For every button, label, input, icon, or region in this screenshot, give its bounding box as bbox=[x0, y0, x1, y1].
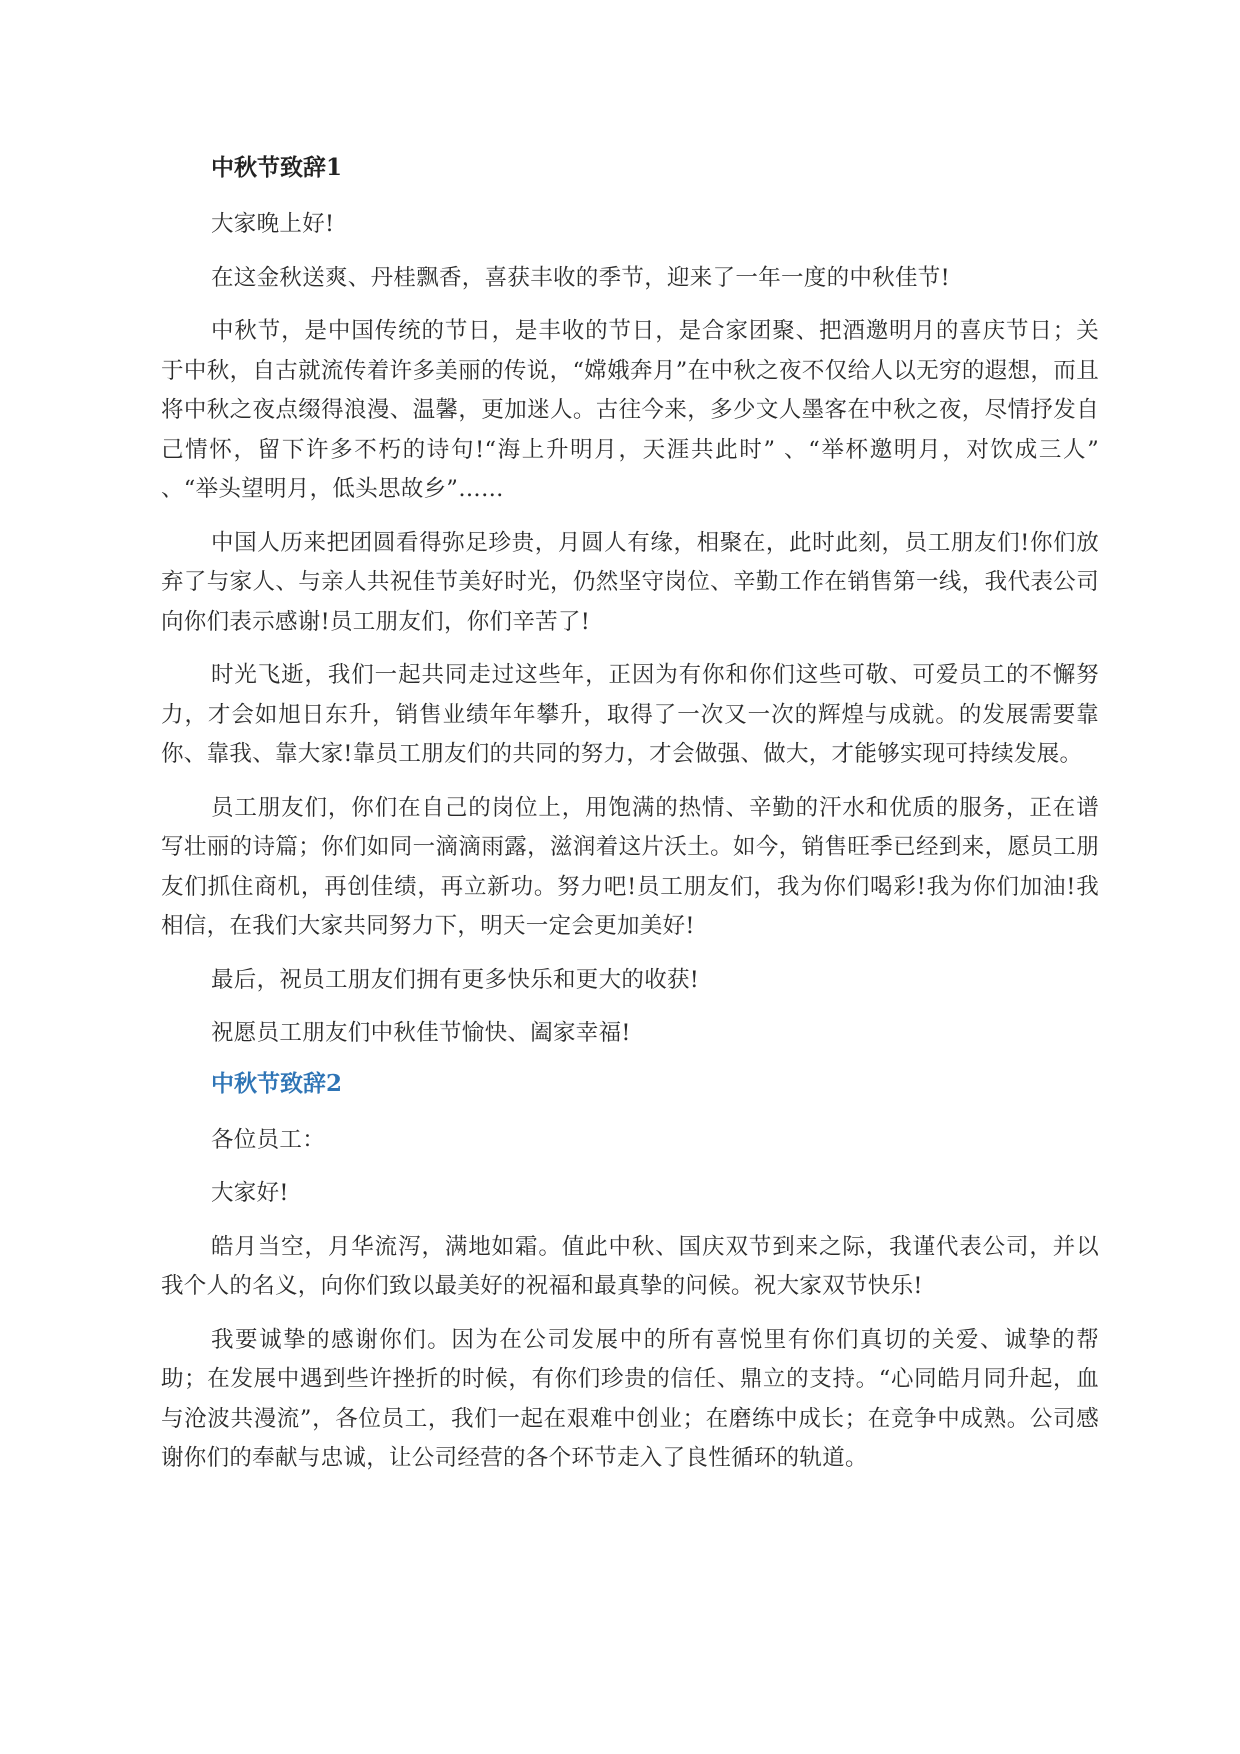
document-page bbox=[161, 152, 1099, 1479]
section-1-paragraph-1: 大家晚上好! bbox=[211, 211, 335, 237]
section-2-title: 中秋节致辞2 bbox=[211, 1069, 343, 1097]
section-1-paragraph-8: 祝愿员工朋友们中秋佳节愉快、阖家幸福! bbox=[211, 1020, 631, 1046]
section-1-paragraph-5: 时光飞逝，我们一起共同走过这些年，正因为有你和你们这些可敬、可爱员工的不懈努力，才会如旭日东升，销售业绩年年攀升，取得了一次又一次的辉煌与成就。的发展需要靠你、靠我、靠大家!靠员工朋友们的共同的努力，才会做强、做大，才能够实现可持续发展。 bbox=[161, 662, 1099, 767]
section-1-paragraph-6: 员工朋友们，你们在自己的岗位上，用饱满的热情、辛勤的汗水和优质的服务，正在谱写壮丽的诗篇；你们如同一滴滴雨露，滋润着这片沃土。如今，销售旺季已经到来，愿员工朋友们抓住商机，再创佳绩，再立新功。努力吧!员工朋友们，我为你们喝彩!我为你们加油!我相信，在我们大家共同努力下，明天一定会更加美好! bbox=[161, 794, 1099, 939]
section-2-paragraph-4: 我要诚挚的感谢你们。因为在公司发展中的所有喜悦里有你们真切的关爱、诚挚的帮助；在发展中遇到些许挫折的时候，有你们珍贵的信任、鼎立的支持。“心同皓月同升起，血与沧波共漫流”，各位员工，我们一起在艰难中创业；在磨练中成长；在竞争中成熟。公司感谢你们的奉献与忠诚，让公司经营的各个环节走入了良性循环的轨道。 bbox=[161, 1326, 1099, 1471]
section-1-paragraph-7: 最后，祝员工朋友们拥有更多快乐和更大的收获! bbox=[211, 966, 700, 993]
section-1-paragraph-3: 中秋节，是中国传统的节日，是丰收的节日，是合家团聚、把酒邀明月的喜庆节日；关于中秋，自古就流传着许多美丽的传说，“嫦娥奔月”在中秋之夜不仅给人以无穷的遐想，而且将中秋之夜点缀得浪漫、温馨，更加迷人。古往今来，多少文人墨客在中秋之夜，尽情抒发自己情怀，留下许多不朽的诗句!“海上升明月，天涯共此时” 、“举杯邀明月，对饮成三人” 、“举头望明月，低头思故乡”…… bbox=[161, 318, 1099, 502]
section-2-paragraph-2: 大家好! bbox=[211, 1180, 289, 1206]
section-1-paragraph-4: 中国人历来把团圆看得弥足珍贵，月圆人有缘，相聚在，此时此刻，员工朋友们!你们放弃了与家人、与亲人共祝佳节美好时光，仍然坚守岗位、辛勤工作在销售第一线，我代表公司向你们表示感谢!员工朋友们，你们辛苦了! bbox=[161, 529, 1099, 635]
section-1-paragraph-2: 在这金秋送爽、丹桂飘香，喜获丰收的季节，迎来了一年一度的中秋佳节! bbox=[211, 264, 950, 291]
section-1-title: 中秋节致辞1 bbox=[211, 154, 343, 181]
section-2-paragraph-1: 各位员工： bbox=[211, 1126, 326, 1153]
section-2-paragraph-3: 皓月当空，月华流泻，满地如霜。值此中秋、国庆双节到来之际，我谨代表公司，并以我个人的名义，向你们致以最美好的祝福和最真挚的问候。祝大家双节快乐! bbox=[161, 1233, 1099, 1299]
